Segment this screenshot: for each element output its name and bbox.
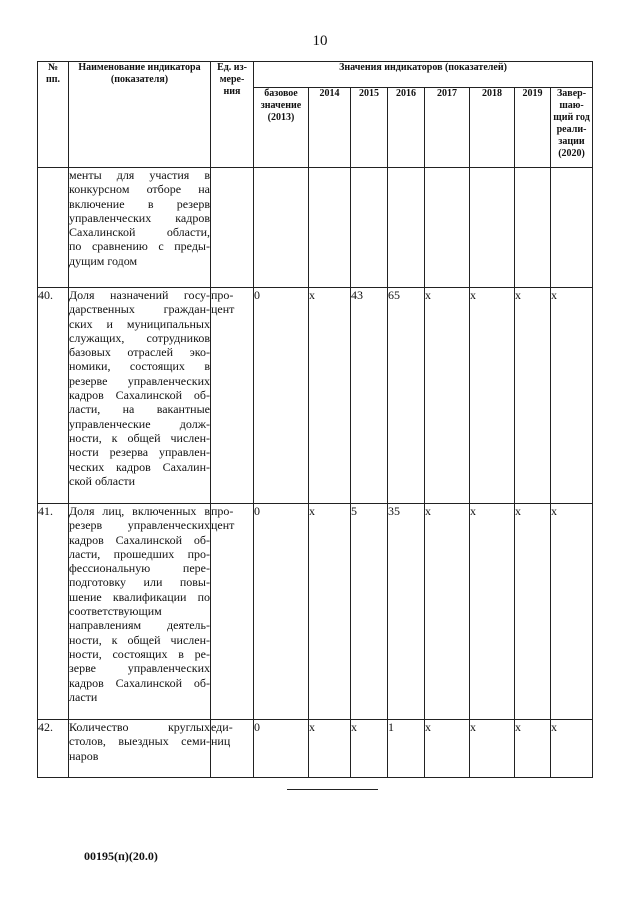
indicator-value [388, 168, 425, 288]
header-base: базовое значение (2013) [254, 87, 309, 167]
indicator-name [69, 288, 211, 504]
indicator-name-line: базовых отраслей эко- [69, 345, 210, 360]
indicator-value: x [425, 504, 470, 720]
indicator-value [515, 168, 551, 288]
indicator-value: x [470, 720, 515, 778]
indicator-name-line: дущим годом [69, 253, 138, 268]
indicator-value: x [309, 504, 351, 720]
indicator-name-line: ности, состоящих в ре- [69, 646, 210, 661]
indicator-name-line: шение квалификации по [69, 589, 210, 604]
indicator-name-line: ласти, на вакантные [69, 402, 210, 417]
indicator-value: x [515, 720, 551, 778]
header-final-year: Завер- шаю- щий год реали- зации (2020) [551, 87, 593, 167]
indicator-value: x [351, 720, 388, 778]
row-number: 40. [38, 288, 69, 504]
indicator-name-line: кадров Сахалинской об- [69, 675, 210, 690]
indicator-name-line: по сравнению с преды- [69, 239, 210, 254]
indicator-value: x [551, 288, 593, 504]
row-number: 42. [38, 720, 69, 778]
indicator-name-line: направлениям деятель- [69, 618, 210, 633]
indicator-name-line: ческих кадров Сахалин- [69, 459, 210, 474]
table-row [38, 504, 593, 720]
unit-of-measure [211, 168, 254, 288]
indicator-value: x [551, 720, 593, 778]
indicator-value [470, 168, 515, 288]
indicator-name-line: кадров Сахалинской об- [69, 532, 210, 547]
header-year-2015: 2015 [351, 87, 388, 167]
document-code: 00195(п)(20.0) [84, 849, 158, 863]
header-name: Наименование индикатора (показателя) [69, 62, 211, 168]
indicator-value: x [309, 288, 351, 504]
header-year-2019: 2019 [515, 87, 551, 167]
indicator-value: 43 [351, 288, 388, 504]
indicator-name-line: Количество круглых [69, 720, 210, 734]
indicator-value [309, 168, 351, 288]
indicator-name-line: ской области [69, 473, 136, 488]
unit-of-measure: еди- ниц [211, 720, 254, 778]
header-year-2016: 2016 [388, 87, 425, 167]
indicator-name-line: Доля назначений госу- [69, 288, 210, 302]
indicator-name-line: подготовку или повы- [69, 575, 210, 590]
indicator-name [69, 168, 211, 288]
indicator-name-line: включение в резерв [69, 196, 210, 211]
indicator-name-line: управленческих кадров [69, 210, 210, 225]
row-number: 41. [38, 504, 69, 720]
indicator-value: 65 [388, 288, 425, 504]
indicator-name-line: столов, выездных семи- [69, 734, 210, 749]
indicator-name-line: ласти, прошедших про- [69, 546, 210, 561]
indicator-name [69, 504, 211, 720]
indicator-name-line: ласти [69, 689, 98, 704]
indicator-name-line: ских и муниципальных [69, 316, 210, 331]
indicator-name-line: менты для участия в [69, 168, 210, 182]
indicator-value: x [425, 720, 470, 778]
indicator-name-line: кадров Сахалинской об- [69, 388, 210, 403]
indicator-value: 0 [254, 288, 309, 504]
indicator-value: 1 [388, 720, 425, 778]
header-unit: Ед. из- мере- ния [211, 62, 254, 168]
indicator-name-line: фессиональную пере- [69, 561, 210, 576]
indicator-name-line: служащих, сотрудников [69, 330, 210, 345]
table-row [38, 168, 593, 288]
indicator-value [425, 168, 470, 288]
indicator-name-line: зерве управленческих [69, 661, 210, 676]
row-number [38, 168, 69, 288]
indicator-value: 35 [388, 504, 425, 720]
indicator-value: x [470, 504, 515, 720]
header-year-2018: 2018 [470, 87, 515, 167]
indicator-value: x [515, 504, 551, 720]
indicator-name-line: Сахалинской области, [69, 225, 210, 240]
indicator-name [69, 720, 211, 778]
indicator-value: 5 [351, 504, 388, 720]
table-row [38, 720, 593, 778]
indicator-value [551, 168, 593, 288]
indicator-value: x [309, 720, 351, 778]
header-row-top [38, 62, 593, 88]
indicator-value: x [551, 504, 593, 720]
indicator-name-line: номики, состоящих в [69, 359, 210, 374]
indicator-name-line: резерв управленческих [69, 518, 210, 533]
unit-of-measure: про- цент [211, 504, 254, 720]
header-values-group: Значения индикаторов (показателей) [254, 62, 593, 88]
indicator-name-line: конкурсном отборе на [69, 182, 210, 197]
indicator-value: x [425, 288, 470, 504]
indicator-name-line: резерве управленческих [69, 373, 210, 388]
indicator-name-line: ности, к общей числен- [69, 430, 210, 445]
header-year-2014: 2014 [309, 87, 351, 167]
indicator-value: 0 [254, 720, 309, 778]
bottom-separator-line [287, 789, 378, 790]
unit-of-measure: про- цент [211, 288, 254, 504]
indicator-name-line: дарственных граждан- [69, 302, 210, 317]
header-num: № пп. [38, 62, 69, 168]
indicator-name-line: управленческие долж- [69, 416, 210, 431]
header-year-2017: 2017 [425, 87, 470, 167]
indicator-value [254, 168, 309, 288]
indicator-name-line: ности, к общей числен- [69, 632, 210, 647]
indicator-value [351, 168, 388, 288]
indicator-name-line: ности резерва управлен- [69, 445, 210, 460]
table-row [38, 288, 593, 504]
indicator-value: x [470, 288, 515, 504]
indicators-table [37, 61, 593, 778]
indicator-name-line: наров [69, 748, 99, 763]
indicator-value: x [515, 288, 551, 504]
indicator-value: 0 [254, 504, 309, 720]
indicator-name-line: Доля лиц, включенных в [69, 504, 210, 518]
page-number: 10 [312, 33, 328, 49]
indicator-name-line: соответствующим [69, 604, 162, 619]
